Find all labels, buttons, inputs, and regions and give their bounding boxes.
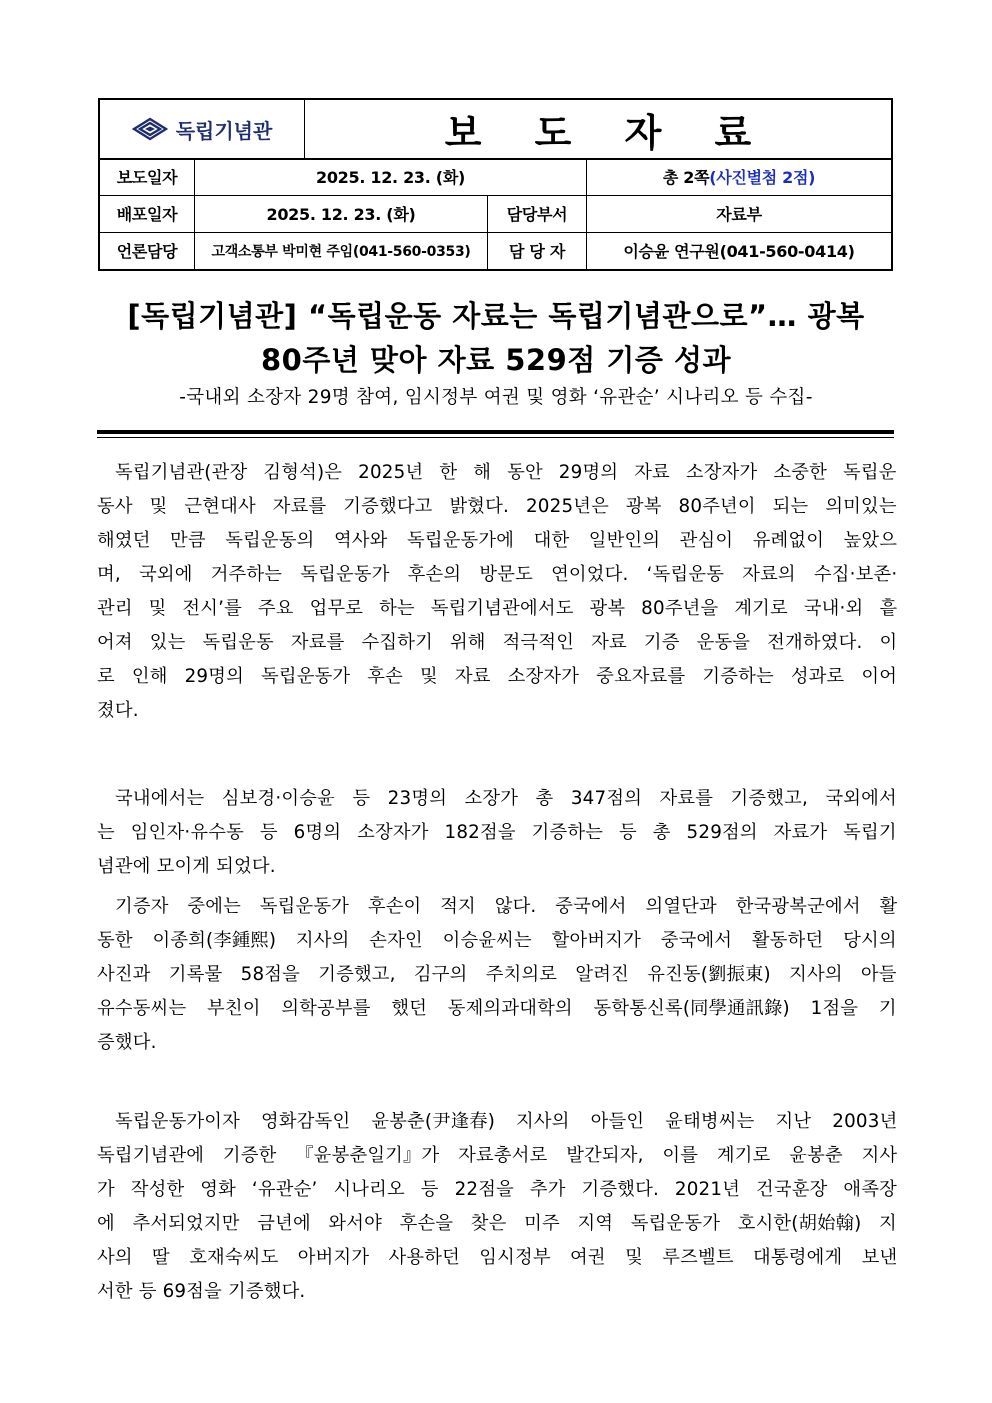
paragraph-line: 독립기념관(관장 김형석)은 2025년 한 해 동안 29명의 자료 소장자가 소중한 독립운: [115, 462, 897, 483]
press-contact-label: 언론담당: [116, 242, 178, 261]
doc-type-title: 보 도 자 료: [444, 110, 772, 155]
press-contact-value: 고객소통부 박미현 주임(041-560-0353): [194, 232, 487, 269]
paragraph-line: 에 추서되었지만 금년에 와서야 후손을 찾은 미주 지역 독립운동가 호시한(胡始翰) 지: [97, 1213, 897, 1234]
paragraph-line: 유수동씨는 부친이 의학공부를 했던 동제의과대학의 동학통신록(同學通訊錄) 1점을 기: [97, 998, 897, 1019]
page-count: 총 2쪽: [662, 168, 710, 187]
header-row-release: [100, 158, 891, 196]
paragraph-line: 독립운동가이자 영화감독인 윤봉춘(尹逢春) 지사의 아들인 윤태병씨는 지난 2003년: [115, 1111, 898, 1132]
paragraph-line: 며, 국외에 거주하는 독립운동가 후손의 방문도 연이었다. ‘독립운동 자료의 수집·보존·: [97, 564, 898, 585]
header-row-contact: [100, 232, 891, 269]
paragraph-line: 서한 등 69점을 기증했다.: [97, 1281, 306, 1302]
org-logo: [132, 115, 273, 144]
distribution-date-value: 2025. 12. 23. (화): [194, 195, 487, 232]
paragraph-line: 사의 딸 호재숙씨도 아버지가 사용하던 임시정부 여권 및 루즈벨트 대통령에게 보낸: [97, 1247, 898, 1268]
person-value: 이승윤 연구원(041-560-0414): [586, 232, 891, 269]
paragraph-line: 어져 있는 독립운동 자료를 수집하기 위해 적극적인 자료 기증 운동을 전개하였다. 이: [97, 632, 898, 653]
paragraph-line: 기증자 중에는 독립운동가 후손이 적지 않다. 중국에서 의열단과 한국광복군에서 활: [115, 896, 898, 917]
paragraph-line: 해였던 만큼 독립운동의 역사와 독립운동가에 대한 일반인의 관심이 유례없이 높았으: [97, 530, 898, 551]
paragraph-line: 는 임인자·유수동 등 6명의 소장자가 182점을 기증하는 등 총 529점의 자료가 독립기: [97, 822, 897, 843]
body-paragraph-4: [97, 1105, 897, 1309]
paragraph-line: 가 작성한 영화 ‘유관순’ 시나리오 등 22점을 추가 기증했다. 2021년 건국훈장 애족장: [97, 1179, 897, 1200]
release-date-label: 보도일자: [116, 168, 178, 187]
department-value: 자료부: [586, 195, 891, 232]
paragraph-line: 국내에서는 심보경·이승윤 등 23명의 소장가 총 347점의 자료를 기증했고, 국외에서: [115, 788, 897, 809]
paragraph-line: 로 인해 29명의 독립운동가 후손 및 자료 소장자가 중요자료를 기증하는 성과로 이어: [97, 666, 898, 687]
distribution-date-label: 배포일자: [116, 205, 178, 224]
release-date-value: 2025. 12. 23. (화): [194, 158, 586, 195]
doc-type-cell: [304, 100, 891, 158]
paragraph-line: 졌다.: [97, 700, 139, 721]
page-count-cell: [586, 158, 891, 195]
header-row-title: [100, 100, 891, 160]
org-logo-cell: [100, 100, 304, 158]
body-paragraph-2: [97, 782, 897, 884]
subtitle: -국내외 소장자 29명 참여, 임시정부 여권 및 영화 ‘유관순’ 시나리오 등 수집-: [179, 387, 813, 408]
headline-thick-rule: [97, 430, 894, 434]
paragraph-line: 사진과 기록물 58점을 기증했고, 김구의 주치의로 알려진 유진동(劉振東) 지사의 아들: [97, 964, 897, 985]
headline-line-1: [독립기념관] “독립운동 자료는 독립기념관으로”… 광복: [127, 299, 865, 333]
department-label: 담당부서: [487, 195, 586, 232]
headline-thin-rule: [97, 437, 894, 438]
paragraph-line: 증했다.: [97, 1032, 157, 1053]
person-label: 담 당 자: [487, 232, 586, 269]
headline-line-2: 80주년 맞아 자료 529점 기증 성과: [260, 343, 732, 377]
paragraph-line: 동사 및 근현대사 자료를 기증했다고 밝혔다. 2025년은 광복 80주년이 되는 의미있는: [97, 496, 897, 517]
paragraph-line: 독립기념관에 기증한 『윤봉춘일기』가 자료총서로 발간되자, 이를 계기로 윤봉춘 지사: [97, 1145, 898, 1166]
paragraph-line: 념관에 모이게 되었다.: [97, 856, 276, 877]
independence-hall-logo-icon: [132, 117, 168, 141]
paragraph-line: 동한 이종희(李鍾熙) 지사의 손자인 이승윤씨는 할아버지가 중국에서 활동하던 당시의: [97, 930, 897, 951]
body-paragraph-1: [97, 456, 897, 728]
press-release-header-table: [98, 98, 893, 271]
paragraph-line: 관리 및 전시’를 주요 업무로 하는 독립기념관에서도 광복 80주년을 계기로 국내·외 흩: [97, 598, 898, 619]
header-row-distribution: [100, 195, 891, 233]
org-name: 독립기념관: [175, 118, 273, 143]
photo-attachment-note: (사진별첨 2점): [709, 168, 816, 187]
body-paragraph-3: [97, 890, 897, 1060]
